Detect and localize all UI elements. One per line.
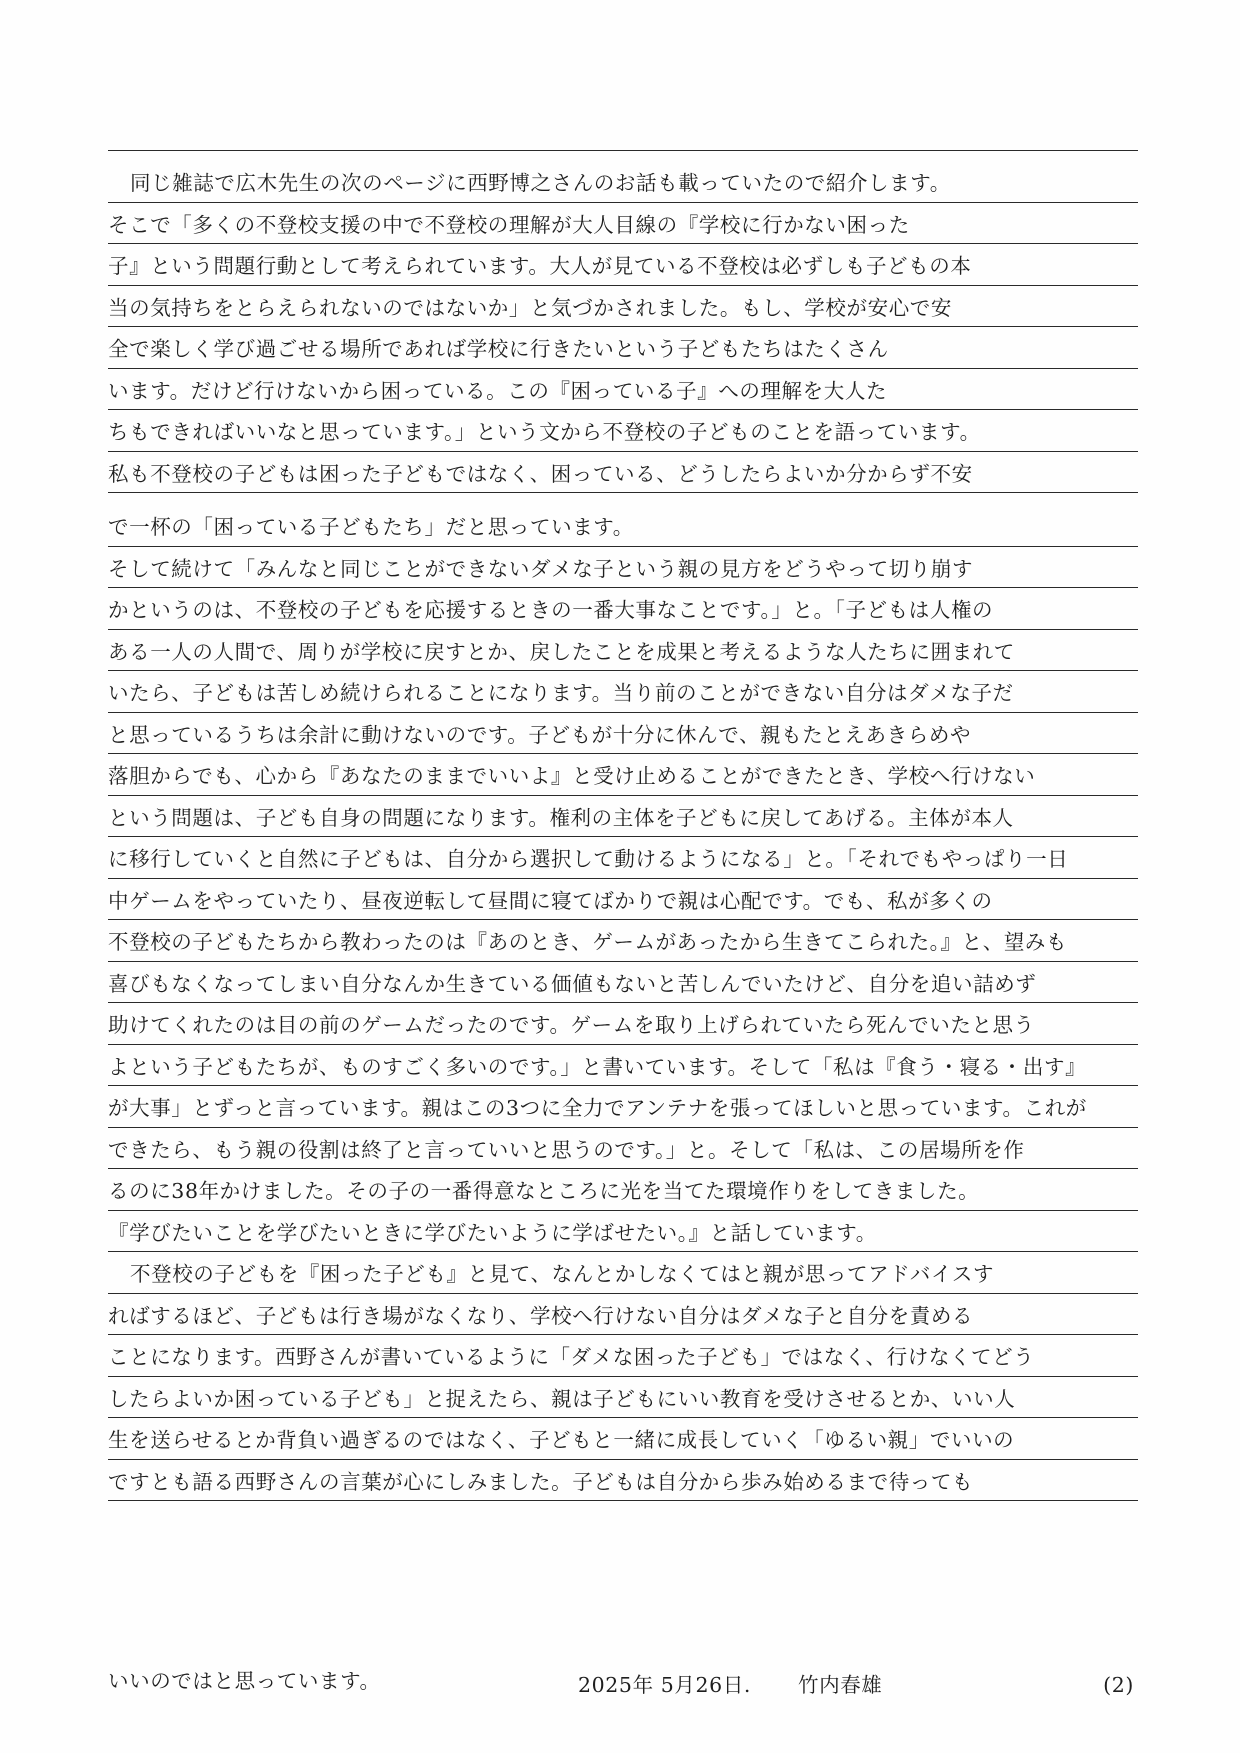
text-line: 喜びもなくなってしまい自分なんか生きている価値もないと苦しんでいたけど、自分を追い詰めず <box>108 962 1138 1004</box>
text-line: 中ゲームをやっていたり、昼夜逆転して昼間に寝てばかりで親は心配です。でも、私が多くの <box>108 879 1138 921</box>
text-line: ある一人の人間で、周りが学校に戻すとか、戻したことを成果と考えるような人たちに囲まれて <box>108 630 1138 672</box>
text-line: かというのは、不登校の子どもを応援するときの一番大事なことです。」と。「子どもは人権の <box>108 588 1138 630</box>
author-name: 竹内春雄 <box>798 1673 883 1697</box>
closing-line: いいのではと思っています。 <box>108 1669 381 1693</box>
closing-footer <box>108 1664 1138 1704</box>
text-line: 全で楽しく学び過ごせる場所であれば学校に行きたいという子どもたちはたくさん <box>108 327 1138 369</box>
page-number: (2) <box>1103 1673 1134 1697</box>
text-line: 同じ雑誌で広木先生の次のページに西野博之さんのお話も載っていたので紹介します。 <box>108 161 1138 203</box>
text-line: と思っているうちは余計に動けないのです。子どもが十分に休んで、親もたとえあきらめや <box>108 713 1138 755</box>
text-line: 子』という問題行動として考えられています。大人が見ている不登校は必ずしも子どもの本 <box>108 244 1138 286</box>
text-line: が大事」とずっと言っています。親はこの3つに全力でアンテナを張ってほしいと思っています。これが <box>108 1086 1138 1128</box>
text-line: 私も不登校の子どもは困った子どもではなく、困っている、どうしたらよいか分からず不安 <box>108 452 1138 494</box>
text-line: ことになります。西野さんが書いているように「ダメな困った子ども」ではなく、行けなくてどう <box>108 1335 1138 1377</box>
text-line: 生を送らせるとか背負い過ぎるのではなく、子どもと一緒に成長していく「ゆるい親」でいいの <box>108 1418 1138 1460</box>
text-line: という問題は、子ども自身の問題になります。権利の主体を子どもに戻してあげる。主体が本人 <box>108 796 1138 838</box>
text-line: 不登校の子どもたちから教わったのは『あのとき、ゲームがあったから生きてこられた。』と、望みも <box>108 920 1138 962</box>
text-line: 当の気持ちをとらえられないのではないか」と気づかされました。もし、学校が安心で安 <box>108 286 1138 328</box>
text-line: ですとも語る西野さんの言葉が心にしみました。子どもは自分から歩み始めるまで待っても <box>108 1460 1138 1502</box>
text-line: そして続けて「みんなと同じことができないダメな子という親の見方をどうやって切り崩す <box>108 547 1138 589</box>
text-line: できたら、もう親の役割は終了と言っていいと思うのです。」と。そして「私は、この居場所を作 <box>108 1128 1138 1170</box>
top-rule-line <box>108 150 1138 151</box>
text-line: います。だけど行けないから困っている。この『困っている子』への理解を大人た <box>108 369 1138 411</box>
text-line: ればするほど、子どもは行き場がなくなり、学校へ行けない自分はダメな子と自分を責める <box>108 1294 1138 1336</box>
date-stamp: 2025年 5月26日. <box>578 1673 752 1697</box>
text-line: したらよいか困っている子ども」と捉えたら、親は子どもにいい教育を受けさせるとか、いい人 <box>108 1377 1138 1419</box>
text-line: るのに38年かけました。その子の一番得意なところに光を当てた環境作りをしてきました。 <box>108 1169 1138 1211</box>
text-line: 『学びたいことを学びたいときに学びたいように学ばせたい。』と話しています。 <box>108 1211 1138 1253</box>
text-line: よという子どもたちが、ものすごく多いのです。」と書いています。そして「私は『食う・寝る・出す』 <box>108 1045 1138 1087</box>
text-line: そこで「多くの不登校支援の中で不登校の理解が大人目線の『学校に行かない困った <box>108 203 1138 245</box>
text-line: で一杯の「困っている子どもたち」だと思っています。 <box>108 505 1138 547</box>
text-line: ちもできればいいなと思っています。」という文から不登校の子どものことを語っています。 <box>108 410 1138 452</box>
text-line: いたら、子どもは苦しめ続けられることになります。当り前のことができない自分はダメな子だ <box>108 671 1138 713</box>
ruled-text-area <box>108 150 1138 1501</box>
text-line: に移行していくと自然に子どもは、自分から選択して動けるようになる」と。「それでもやっぱり一日 <box>108 837 1138 879</box>
text-line: 不登校の子どもを『困った子ども』と見て、なんとかしなくてはと親が思ってアドバイスす <box>108 1252 1138 1294</box>
text-line: 落胆からでも、心から『あなたのままでいいよ』と受け止めることができたとき、学校へ行けない <box>108 754 1138 796</box>
text-line: 助けてくれたのは目の前のゲームだったのです。ゲームを取り上げられていたら死んでいたと思う <box>108 1003 1138 1045</box>
